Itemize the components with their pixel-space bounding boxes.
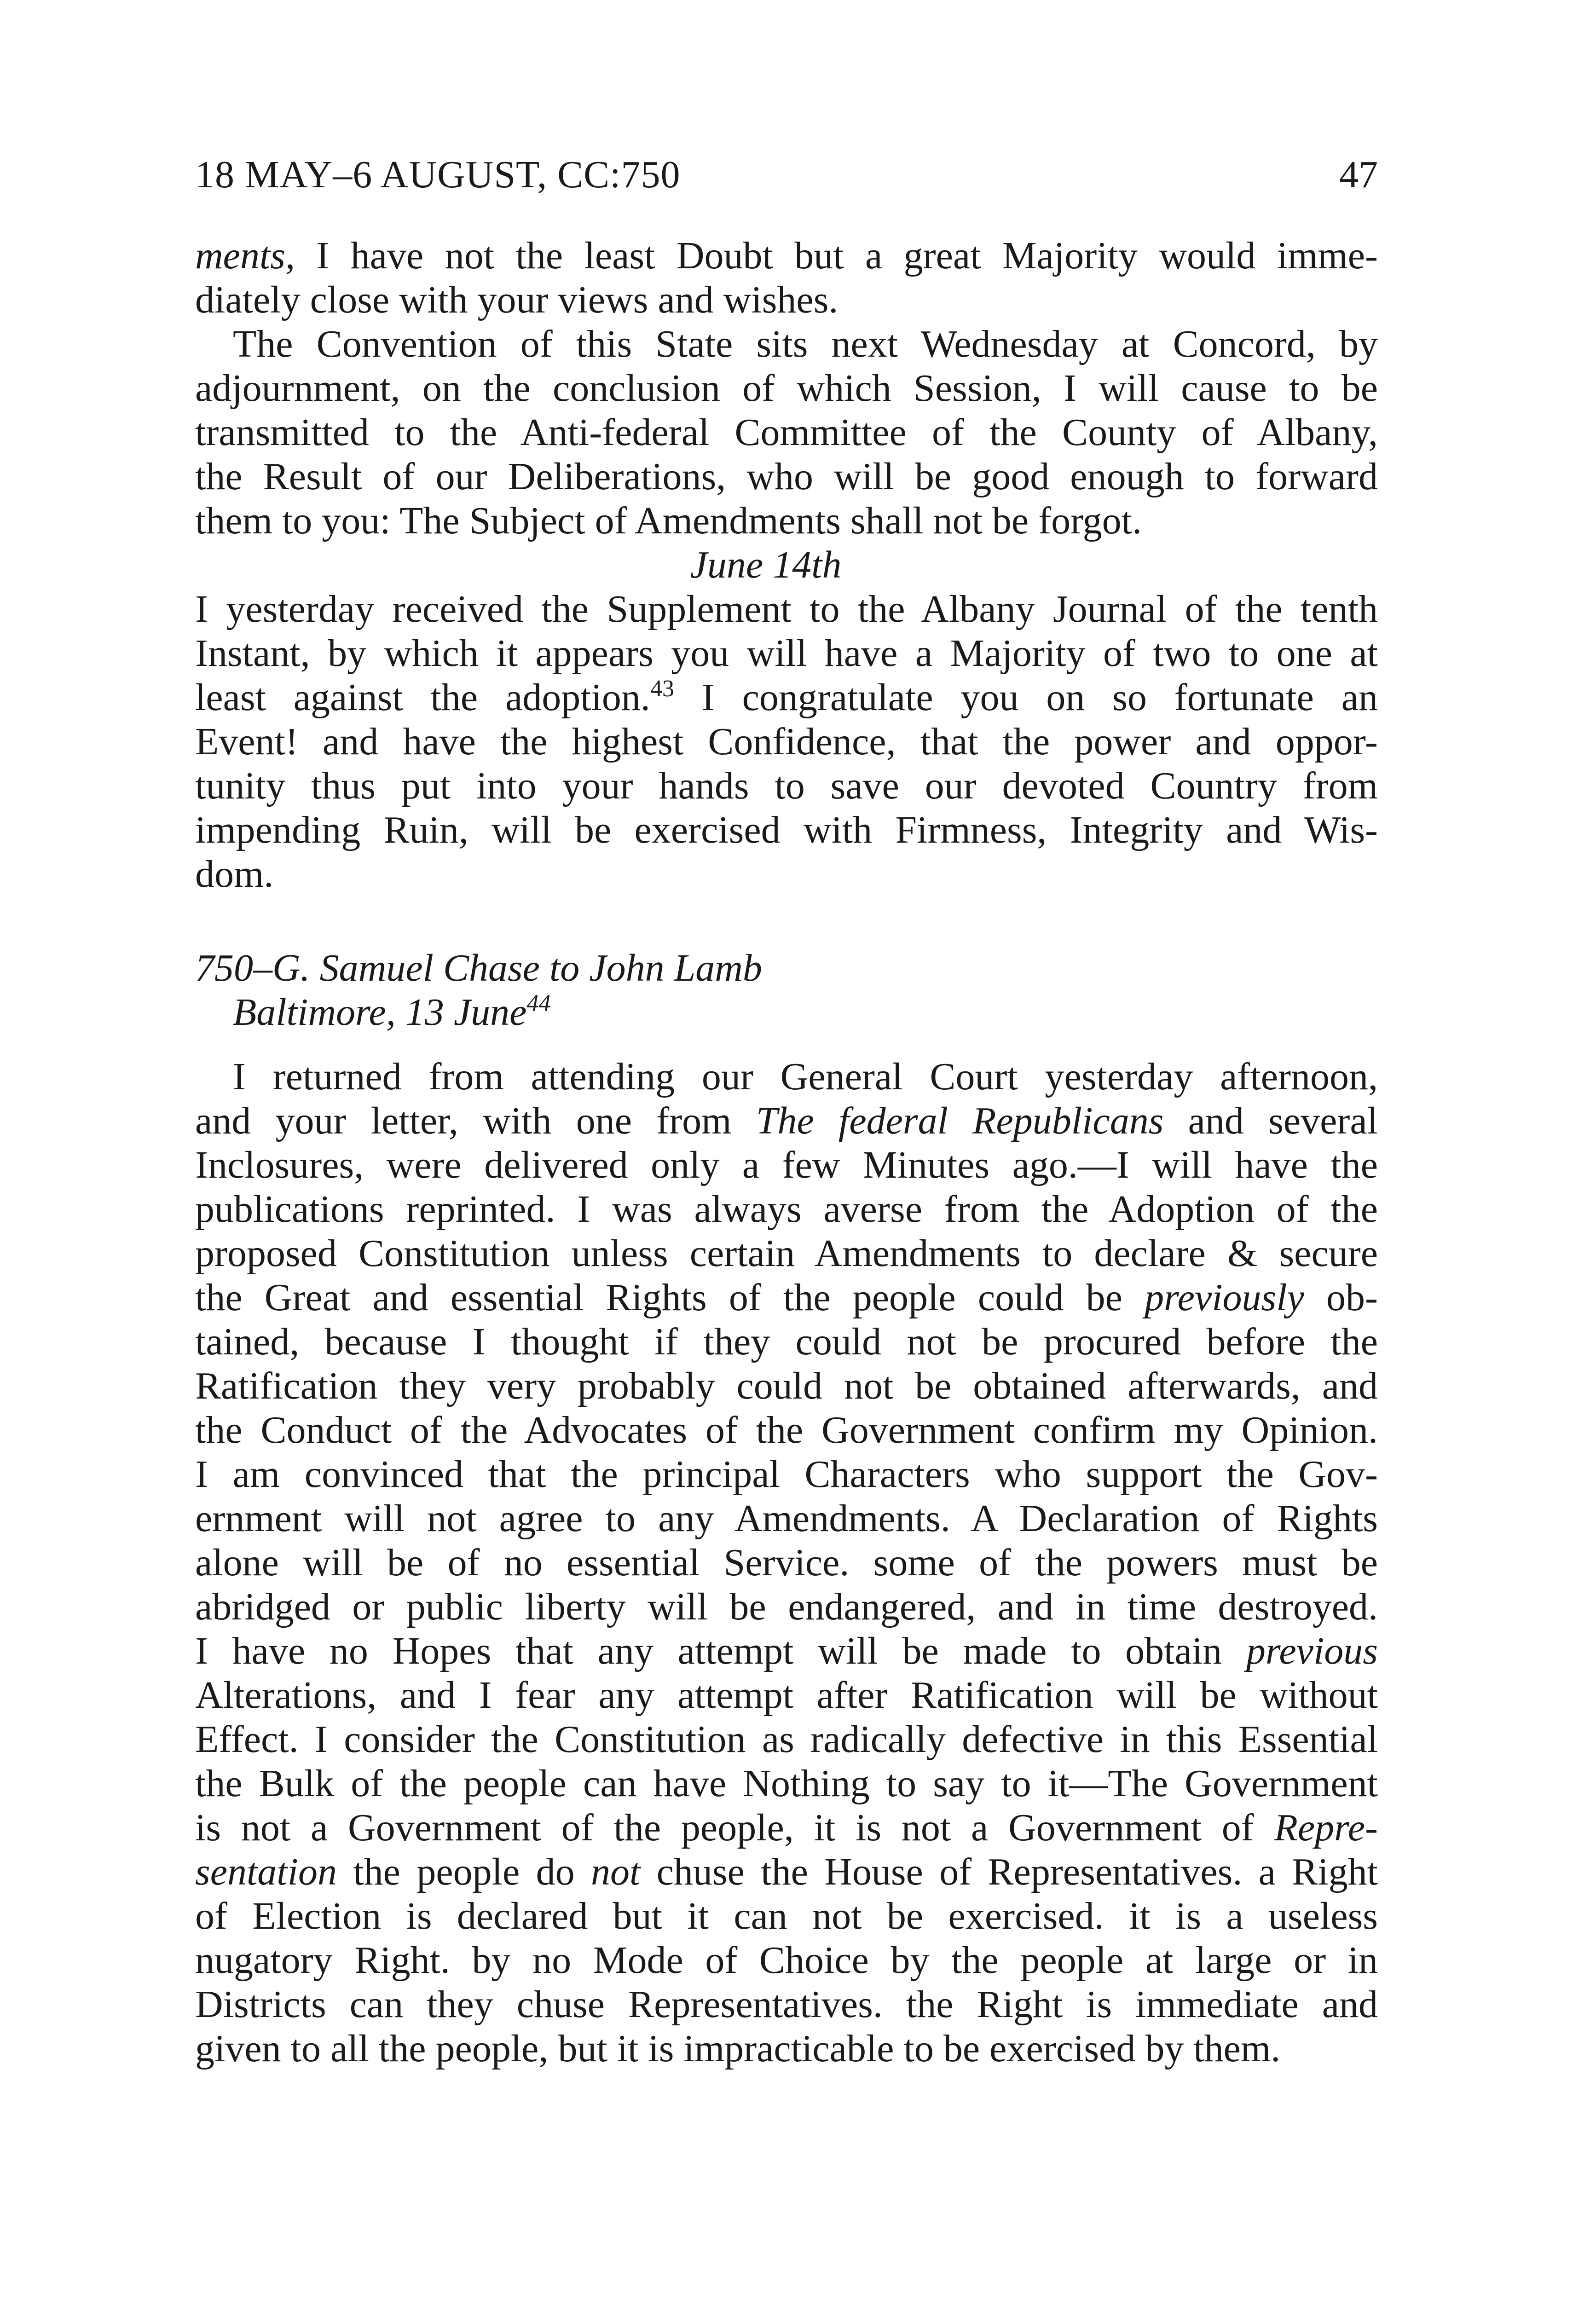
- text-line: them to you: The Subject of Amendments shall not be forgot.: [195, 499, 1142, 542]
- text-line: nugatory Right. by no Mode of Choice by the people at large or in: [195, 1939, 1378, 1982]
- text-line: publications reprinted. I was always averse from the Adoption of the: [195, 1188, 1378, 1231]
- footnote-ref-44: 44: [526, 990, 551, 1017]
- text-line: abridged or public liberty will be endangered, and in time destroyed.: [195, 1585, 1378, 1628]
- running-head-title: 18 MAY–6 AUGUST, CC:750: [195, 153, 681, 196]
- text-line: alone will be of no essential Service. some of the powers must be: [195, 1541, 1378, 1584]
- text-line: Event! and have the highest Confidence, that the power and oppor-: [195, 720, 1378, 763]
- text-line: Ratification they very probably could not be obtained afterwards, and: [195, 1364, 1378, 1407]
- letter-body: [195, 1055, 1378, 2071]
- text-line: ments, I have not the least Doubt but a great Majority would imme-: [195, 234, 1378, 277]
- text-line: adjournment, on the conclusion of which Session, I will cause to be: [195, 367, 1378, 410]
- date-line: June 14th: [690, 543, 842, 586]
- letter-continuation: [195, 234, 1378, 896]
- text-line: and your letter, with one from The federal Republicans and several: [195, 1099, 1378, 1142]
- text-line: diately close with your views and wishes.: [195, 278, 838, 321]
- page-number: 47: [1339, 153, 1378, 196]
- document-heading-block: [195, 946, 1378, 1035]
- text-line: The Convention of this State sits next Wednesday at Concord, by: [233, 323, 1378, 365]
- text-line: Alterations, and I fear any attempt after Ratification will be without: [195, 1674, 1378, 1717]
- text-line: impending Ruin, will be exercised with Firmness, Integrity and Wis-: [195, 809, 1378, 851]
- text-line: I have no Hopes that any attempt will be made to obtain previous: [195, 1630, 1378, 1672]
- text-line: I yesterday received the Supplement to the Albany Journal of the tenth: [195, 588, 1378, 630]
- text-line: ernment will not agree to any Amendments. A Declaration of Rights: [195, 1497, 1378, 1540]
- text-line: the Bulk of the people can have Nothing to say to it—The Government: [195, 1762, 1378, 1805]
- text-line: the Result of our Deliberations, who will be good enough to forward: [195, 455, 1378, 498]
- text-line: transmitted to the Anti-federal Committee of the County of Albany,: [195, 411, 1378, 454]
- text-line: given to all the people, but it is impracticable to be exercised by them.: [195, 2027, 1281, 2070]
- document-dateline: Baltimore, 13 June$^{44}$: [233, 990, 551, 1034]
- text-line: least against the adoption.$^{43}$ I congratulate you on so fortunate an: [195, 676, 1378, 719]
- text-line: Effect. I consider the Constitution as radically defective in this Essential: [195, 1718, 1378, 1761]
- text-line: tunity thus put into your hands to save our devoted Country from: [195, 764, 1378, 807]
- text-line: I returned from attending our General Court yesterday afternoon,: [233, 1055, 1378, 1098]
- text-line: I am convinced that the principal Characters who support the Gov-: [195, 1453, 1378, 1496]
- text-line: Inclosures, were delivered only a few Minutes ago.—I will have the: [195, 1144, 1378, 1186]
- text-line: dom.: [195, 853, 274, 896]
- text-line: sentation the people do not chuse the House of Representatives. a Right: [195, 1850, 1378, 1893]
- text-line: proposed Constitution unless certain Amendments to declare & secure: [195, 1232, 1378, 1275]
- text-line: Districts can they chuse Representatives. the Right is immediate and: [195, 1983, 1378, 2026]
- text-line: Instant, by which it appears you will have a Majority of two to one at: [195, 632, 1378, 675]
- text-line: the Great and essential Rights of the people could be previously ob-: [195, 1276, 1378, 1319]
- text-line: of Election is declared but it can not be exercised. it is a useless: [195, 1895, 1378, 1937]
- text-line: the Conduct of the Advocates of the Government confirm my Opinion.: [195, 1409, 1378, 1451]
- footnote-ref-43: 43: [650, 676, 674, 702]
- text-line: is not a Government of the people, it is not a Government of Repre-: [195, 1806, 1378, 1849]
- running-head: [195, 147, 1378, 202]
- text-line: tained, because I thought if they could not be procured before the: [195, 1320, 1378, 1363]
- document-heading: 750–G. Samuel Chase to John Lamb: [195, 947, 762, 989]
